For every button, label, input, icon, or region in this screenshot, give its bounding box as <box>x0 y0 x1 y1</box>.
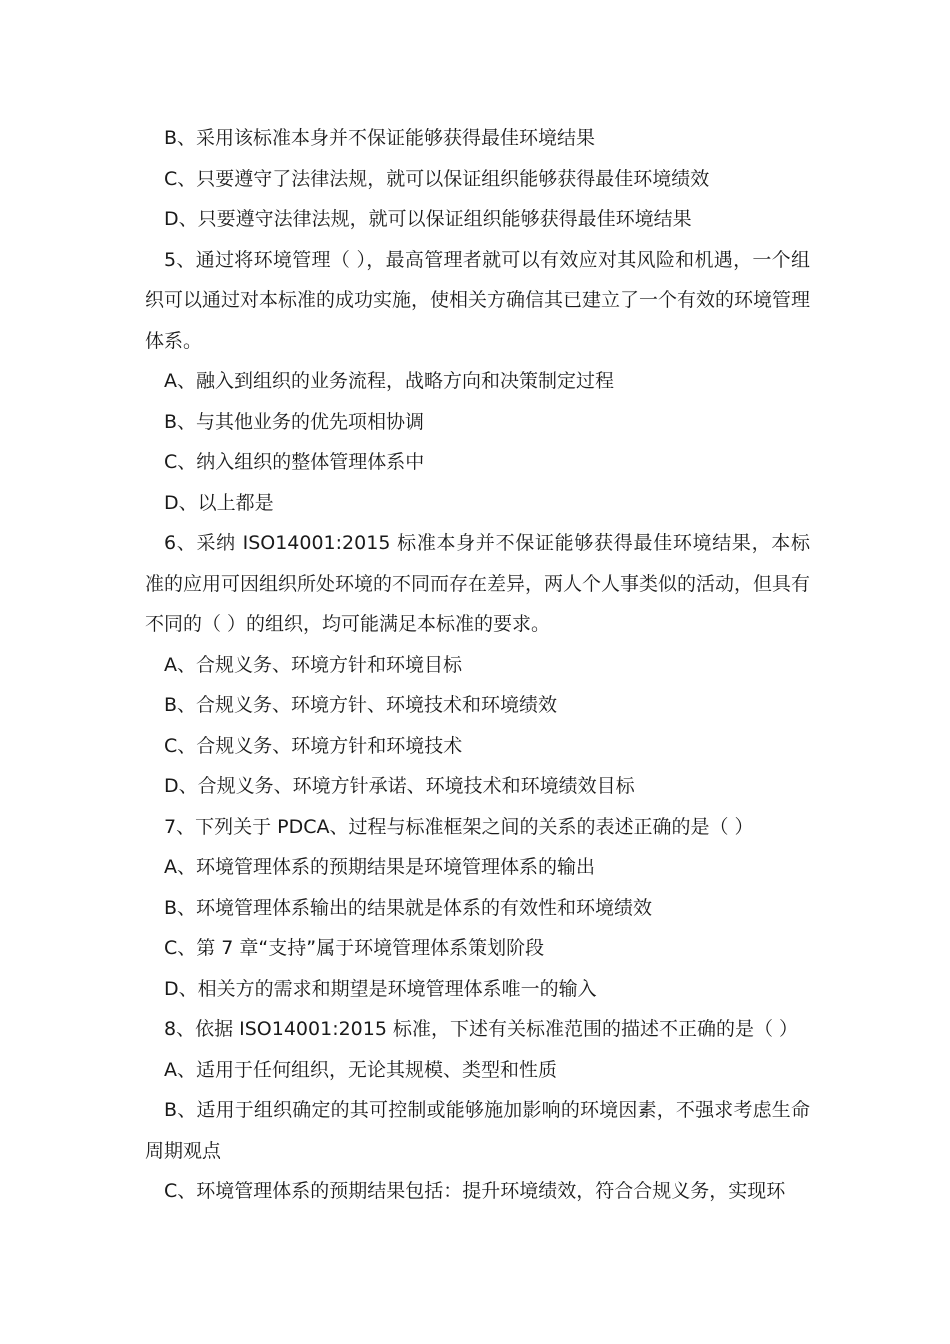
q5-option-d: D、以上都是 <box>164 491 274 514</box>
question-7: 7、下列关于 PDCA、过程与标准框架之间的关系的表述正确的是（ ） <box>164 815 754 838</box>
option-line: B、采用该标准本身并不保证能够获得最佳环境结果 <box>164 127 596 149</box>
q6-option-d: D、合规义务、环境方针承诺、环境技术和环境绩效目标 <box>164 775 635 797</box>
document-body <box>145 118 810 1212</box>
q6-option-a: A、合规义务、环境方针和环境目标 <box>164 653 462 676</box>
q6-option-c: C、合规义务、环境方针和环境技术 <box>164 734 463 757</box>
option-line: D、只要遵守法律法规，就可以保证组织能够获得最佳环境结果 <box>164 208 692 230</box>
q5-option-c: C、纳入组织的整体管理体系中 <box>164 451 425 473</box>
option-line: C、只要遵守了法律法规，就可以保证组织能够获得最佳环境绩效 <box>164 167 710 190</box>
question-5: 5、通过将环境管理（ ），最高管理者就可以有效应对其风险和机遇，一个组织可以通过对本标准的成功实施，使相关方确信其已建立了一个有效的环境管理体系。 <box>145 248 811 352</box>
q6-option-b: B、合规义务、环境方针、环境技术和环境绩效 <box>164 694 558 716</box>
q8-option-a: A、适用于任何组织，无论其规模、类型和性质 <box>164 1058 557 1081</box>
q5-option-a: A、融入到组织的业务流程，战略方向和决策制定过程 <box>164 370 614 392</box>
question-8: 8、依据 ISO14001:2015 标准，下述有关标准范围的描述不正确的是（ ） <box>164 1018 799 1040</box>
q7-option-b: B、环境管理体系输出的结果就是体系的有效性和环境绩效 <box>164 896 653 919</box>
q7-option-d: D、相关方的需求和期望是环境管理体系唯一的输入 <box>164 977 597 1000</box>
q7-option-a: A、环境管理体系的预期结果是环境管理体系的输出 <box>164 856 595 878</box>
question-6: 6、采纳 ISO14001:2015 标准本身并不保证能够获得最佳环境结果，本标准的应用可因组织所处环境的不同而存在差异，两人个人事类似的活动，但具有不同的（ ）的组织，均可能满足本标准的要求。 <box>145 532 811 635</box>
q8-option-c: C、环境管理体系的预期结果包括：提升环境绩效，符合合规义务，实现环 <box>164 1180 786 1202</box>
q5-option-b: B、与其他业务的优先项相协调 <box>164 410 425 433</box>
q8-option-b: B、适用于组织确定的其可控制或能够施加影响的环境因素，不强求考虑生命周期观点 <box>145 1099 810 1162</box>
q7-option-c: C、第 7 章“支持”属于环境管理体系策划阶段 <box>164 937 545 959</box>
